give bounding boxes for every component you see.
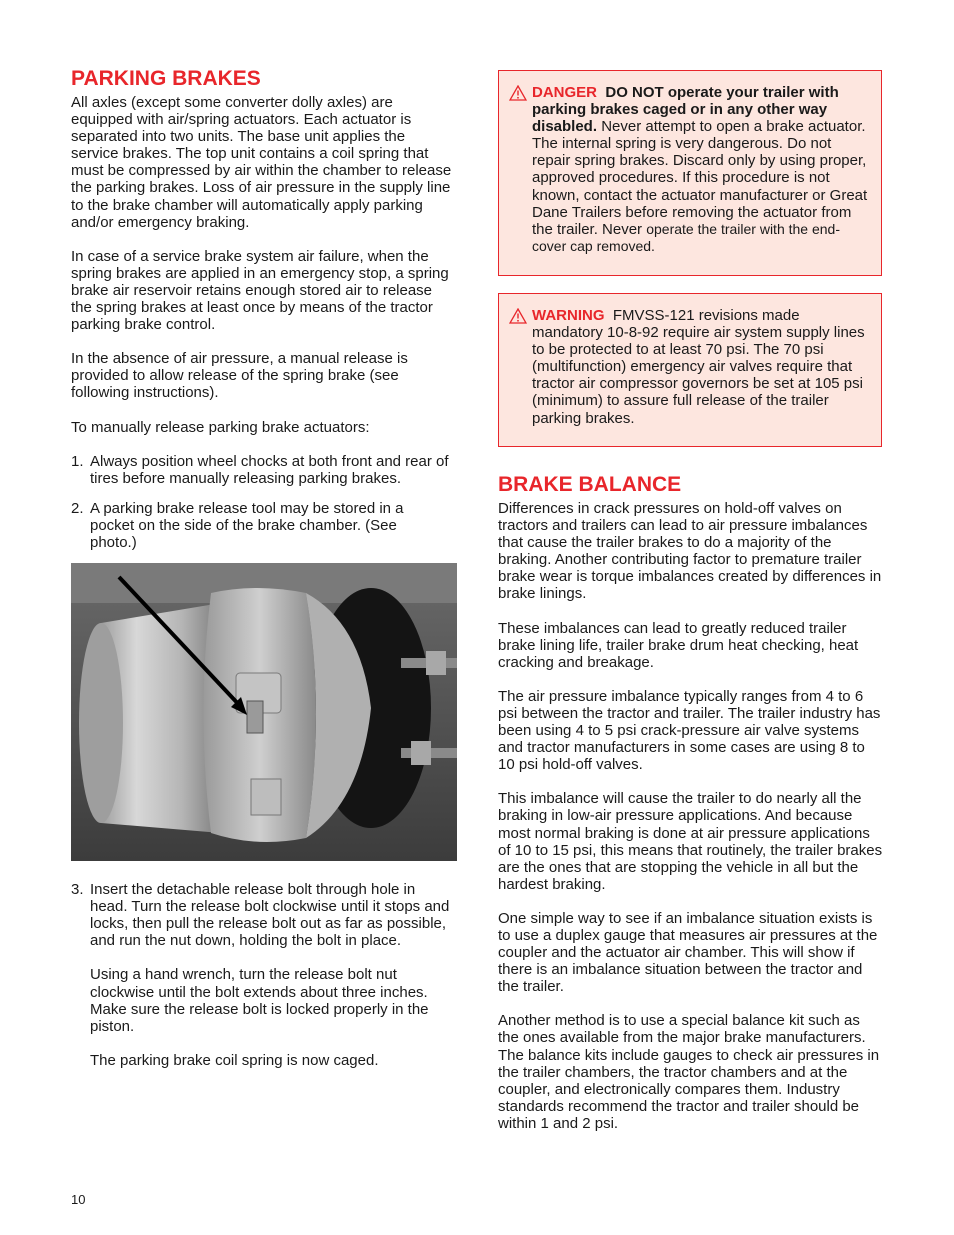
step-item (71, 881, 456, 949)
warning-triangle-icon (509, 84, 532, 255)
danger-text (532, 84, 869, 255)
danger-small-text: operate the trailer with the end-cover cap removed. (532, 220, 840, 254)
paragraph: Another method is to use a special balance kit such as the ones available from the major brake manufacturers. The balance kits include gauges to check air pressures in the trailer chambers, the tractor chambers and at the coupler, and electronically compares them. Industry standards recommend the tractor and trailer should be within 1 and 2 psi. (498, 1012, 880, 1132)
paragraph: One simple way to see if an imbalance situation exists is to use a duplex gauge that measures air pressures at the coupler and the actuator air chamber. This will show if there is an imbalance situation between the tractor and the trailer. (498, 909, 878, 996)
brake-chamber-image (71, 563, 457, 861)
paragraph: The parking brake coil spring is now caged. (90, 1051, 379, 1069)
step-item (71, 500, 456, 551)
paragraph: Differences in crack pressures on hold-off valves on tractors and trailers can lead to air pressure imbalances that cause the trailer brakes to do a majority of the braking. Another contributing factor to premature trailer brake wear is torque imbalances created by differences in brake linings. (498, 500, 882, 603)
paragraph: In the absence of air pressure, a manual release is provided to allow release of the spring brake (see following instructions). (71, 350, 408, 402)
step-number: 2. (71, 499, 84, 517)
step-text: A parking brake release tool may be stored in a pocket on the side of the brake chamber. (See photo.) (90, 499, 404, 551)
warning-body-text: FMVSS-121 revisions made mandatory 10-8-92 require air system supply lines to be protected to at least 70 psi. The 70 psi (multifunction) emergency air valves require that tractor air compressor governors be set at 105 psi (minimum) to assure full release of the trailer parking brakes. (532, 307, 865, 427)
warning-box (498, 293, 882, 447)
danger-body-text: Never attempt to open a brake actuator. The internal spring is very dangerous. Do not repair spring brakes. Discard only by using proper, approved procedures. If this procedure is not known, contact the actuator manufacturer or Great Dane Trailers before removing the actuator from the trailer. Never (532, 118, 868, 238)
step-number: 1. (71, 452, 84, 470)
page-number: 10 (71, 1192, 86, 1207)
danger-label: DANGER (532, 84, 598, 101)
paragraph: In case of a service brake system air failure, when the spring brakes are applied in an emergency stop, a spring brake air reservoir retains enough stored air to release the spring brakes at least once by means of the tractor parking brake control. (71, 247, 449, 334)
paragraph: The air pressure imbalance typically ranges from 4 to 6 psi between the tractor and trailer. The trailer industry has been using 4 to 5 psi crack-pressure air valve systems and tractor manufacturers in some cases are using 8 to 10 psi hold-off valves. (498, 687, 881, 774)
paragraph: To manually release parking brake actuators: (71, 418, 370, 436)
warning-label: WARNING (532, 307, 605, 324)
warning-triangle-icon (509, 307, 532, 427)
step-text: Insert the detachable release bolt through hole in head. Turn the release bolt clockwise until it stops and locks, then pull the release bolt out as far as possible, and run the nut down, holding the bolt in place. (90, 881, 450, 950)
parking-brakes-heading: PARKING BRAKES (71, 67, 261, 90)
paragraph: Using a hand wrench, turn the release bolt nut clockwise until the bolt extends about three inches. Make sure the release bolt is locked properly in the piston. (90, 966, 429, 1035)
paragraph: All axles (except some converter dolly axles) are equipped with air/spring actuators. Each actuator is separated into two units. The base unit applies the service brakes. The top unit contains a coil spring that must be compressed by air within the chamber to release the parking brakes. Loss of air pressure in the supply line to the brake chamber will automatically apply parking and/or emergency braking. (71, 94, 452, 231)
step-item (71, 453, 456, 487)
warning-text (532, 307, 869, 427)
danger-bold-text: DO NOT operate your trailer with parking brakes caged or in any other way disabled. (532, 84, 839, 136)
brake-balance-heading: BRAKE BALANCE (498, 473, 682, 496)
right-column (498, 472, 884, 1149)
step-text: Always position wheel chocks at both front and rear of tires before manually releasing parking brakes. (90, 452, 449, 487)
paragraph: This imbalance will cause the trailer to do nearly all the braking in low-air pressure applications. And because most normal braking is done at air pressure applications of 10 to 15 psi, this means that routinely, the trailer brakes are the ones that are stopping the vehicle in all but the hardest braking. (498, 790, 883, 893)
brake-chamber-photo (71, 563, 457, 861)
danger-box (498, 70, 882, 276)
step-number: 3. (71, 881, 84, 899)
left-column (71, 66, 456, 1086)
paragraph: These imbalances can lead to greatly reduced trailer brake lining life, trailer brake drum heat checking, heat cracking and breakage. (498, 619, 859, 671)
